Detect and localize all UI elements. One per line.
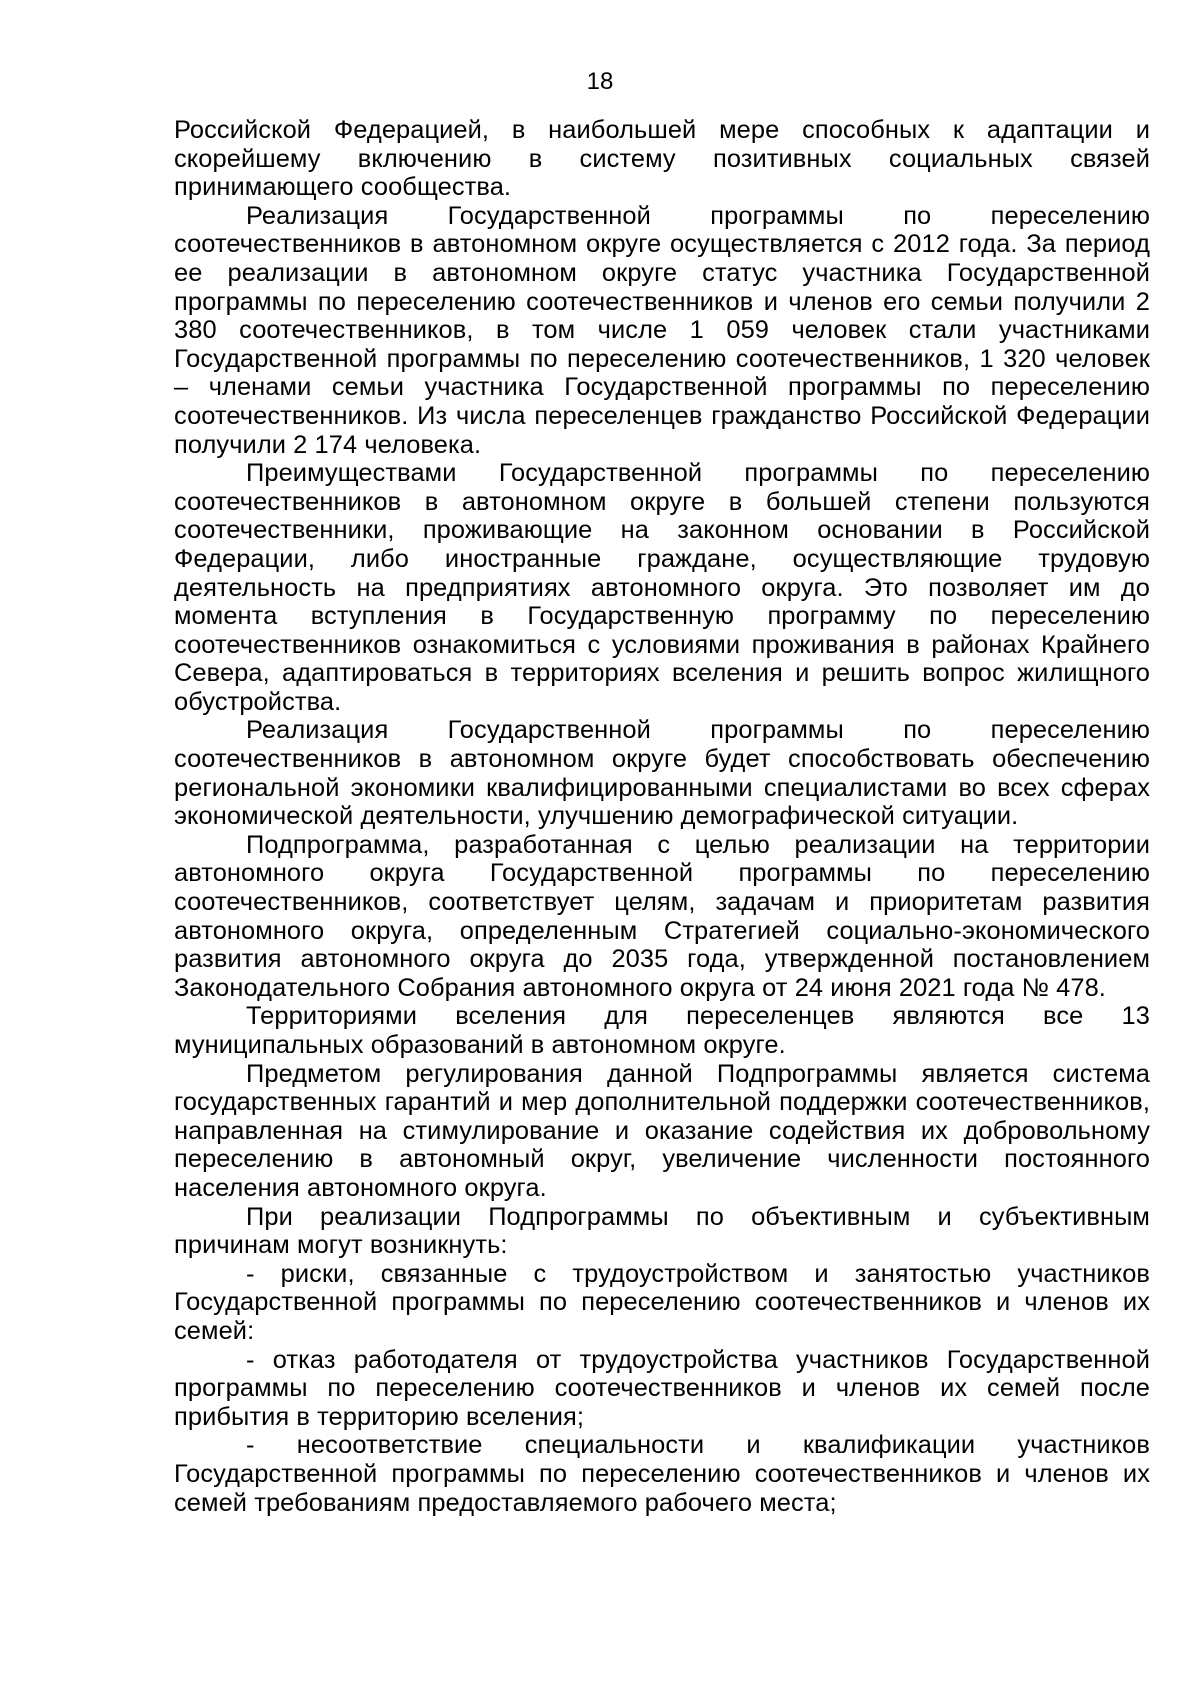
paragraph: Российской Федерацией, в наибольшей мере способных к адаптации и скорейшему включению в систему позитивных социальных связей принимающего сообщества.	[174, 116, 1150, 202]
paragraph: Подпрограмма, разработанная с целью реализации на территории автономного округа Государственной программы по переселению соотечественников, соответствует целям, задачам и приоритетам развития автономного округа, определенным Стратегией социально-экономического развития автономного округа до 2035 года, утвержденной постановлением Законодательного Собрания автономного округа от 24 июня 2021 года № 478.	[174, 830, 1150, 1002]
paragraph: Преимуществами Государственной программы по переселению соотечественников в автономном округе в большей степени пользуются соотечественники, проживающие на законном основании в Российской Федерации, либо иностранные граждане, осуществляющие трудовую деятельность на предприятиях автономного округа. Это позволяет им до момента вступления в Государственную программу по переселению соотечественников ознакомиться с условиями проживания в районах Крайнего Севера, адаптироваться в территориях вселения и решить вопрос жилищного обустройства.	[174, 459, 1150, 716]
list-item: - отказ работодателя от трудоустройства участников Государственной программы по переселению соотечественников и членов их семей после прибытия в территорию вселения;	[174, 1345, 1150, 1431]
list-item: - несоответствие специальности и квалификации участников Государственной программы по переселению соотечественников и членов их семей требованиям предоставляемого рабочего места;	[174, 1431, 1150, 1517]
paragraph: Реализация Государственной программы по переселению соотечественников в автономном округе будет способствовать обеспечению региональной экономики квалифицированными специалистами во всех сферах экономической деятельности, улучшению демографической ситуации.	[174, 716, 1150, 831]
paragraph: Территориями вселения для переселенцев являются все 13 муниципальных образований в автономном округе.	[174, 1002, 1150, 1059]
page-number: 18	[586, 68, 614, 95]
paragraph: Реализация Государственной программы по переселению соотечественников в автономном округе осуществляется с 2012 года. За период ее реализации в автономном округе статус участника Государственной программы по переселению соотечественников и членов его семьи получили 2 380 соотечественников, в том числе 1 059 человек стали участниками Государственной программы по переселению соотечественников, 1 320 человек – членами семьи участника Государственной программы по переселению соотечественников. Из числа переселенцев гражданство Российской Федерации получили 2 174 человека.	[174, 201, 1150, 459]
document-body	[174, 116, 1150, 1517]
paragraph: Предметом регулирования данной Подпрограммы является система государственных гарантий и мер дополнительной поддержки соотечественников, направленная на стимулирование и оказание содействия их добровольному переселению в автономный округ, увеличение численности постоянного населения автономного округа.	[174, 1059, 1150, 1202]
paragraph: При реализации Подпрограммы по объективным и субъективным причинам могут возникнуть:	[174, 1202, 1150, 1260]
list-item: - риски, связанные с трудоустройством и занятостью участников Государственной программы по переселению соотечественников и членов их семей:	[174, 1259, 1150, 1345]
